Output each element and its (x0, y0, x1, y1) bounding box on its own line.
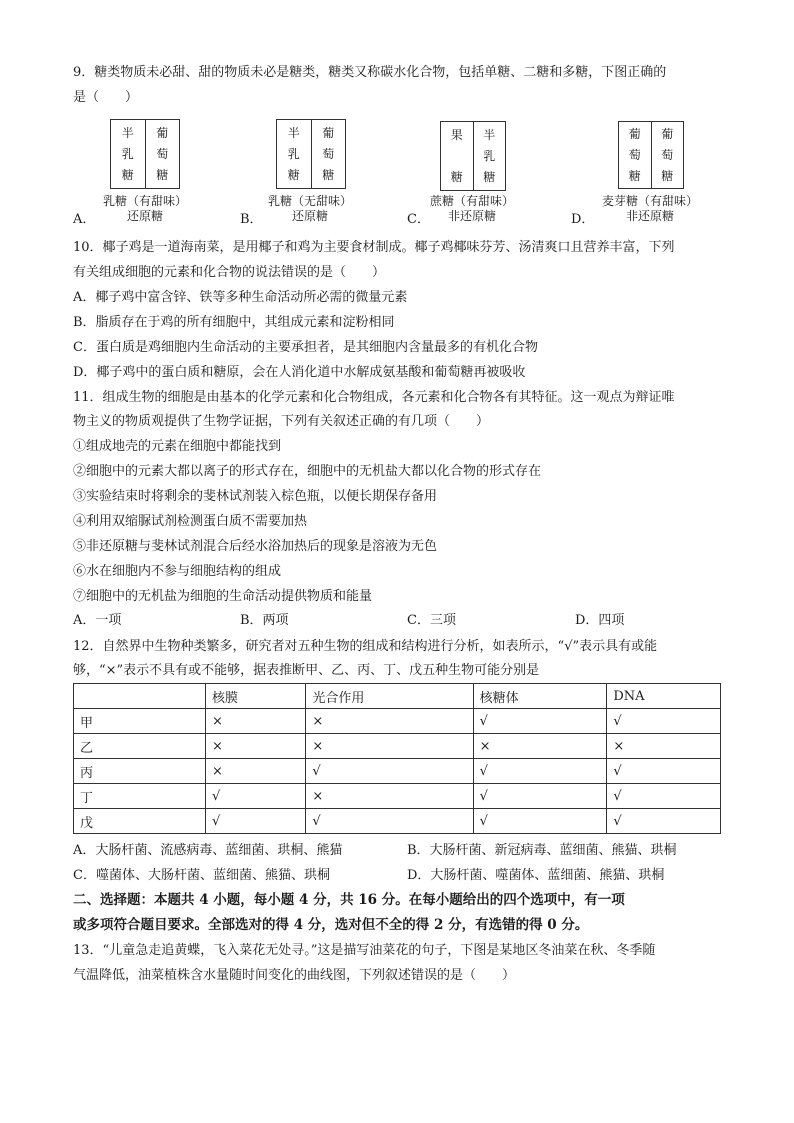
sugar-diagram-c (440, 121, 506, 191)
q11-item-4: ④利用双缩脲试剂检测蛋白质不需要加热 (73, 514, 308, 529)
diagram-char (455, 149, 459, 163)
q10-stem-line1: 10．椰子鸡是一道海南菜，是用椰子和鸡为主要食材制成。椰子鸡椰味芬芳、汤清爽口且营养丰富，下列 (73, 240, 675, 255)
section2-heading-line2: 或多项符合题目要求。全部选对的得 4 分，选对但不全的得 2 分，有选错的得 0 分。 (73, 917, 589, 933)
q10-option-c[interactable]: C．蛋白质是鸡细胞内生命活动的主要承担者，是其细胞内含量最多的有机化合物 (73, 340, 538, 355)
table-cell: × (306, 784, 473, 809)
q11-item-2: ②细胞中的元素大都以离子的形式存在，细胞中的无机盐大都以化合物的形式存在 (73, 464, 542, 479)
table-cell: × (206, 709, 306, 734)
diagram-char: 萄 (661, 147, 674, 162)
table-cell: 戊 (74, 809, 206, 834)
diagram-char: 糖 (121, 168, 134, 183)
q11-item-1: ①组成地壳的元素在细胞中都能找到 (73, 439, 282, 454)
table-cell: √ (473, 809, 607, 834)
table-cell: × (473, 734, 607, 759)
q11-option-c[interactable]: C．三项 (407, 613, 456, 628)
section2-heading-line1: 二、选择题：本题共 4 小题，每小题 4 分，共 16 分。在每小题给出的四个选项中，有一项 (73, 892, 625, 908)
diagram-char: 半 (121, 125, 134, 140)
diagram-char: 半 (287, 125, 300, 140)
table-cell: √ (306, 809, 473, 834)
diagram-char: 糖 (156, 168, 169, 183)
caption-sugar-name: 麦芽糖（有甜味） (601, 194, 698, 208)
q10-option-b[interactable]: B．脂质存在于鸡的所有细胞中，其组成元素和淀粉相同 (73, 315, 395, 330)
sugar-diagram-a (110, 119, 180, 189)
table-cell: √ (607, 784, 721, 809)
q10-option-d[interactable]: D．椰子鸡中的蛋白质和糖原，会在人消化道中水解成氨基酸和葡萄糖再被吸收 (73, 365, 526, 380)
table-cell: 丙 (74, 759, 206, 784)
diagram-char: 糖 (322, 168, 335, 183)
sugar-diagram-d (618, 121, 684, 189)
diagram-char: 乳 (287, 146, 300, 161)
table-cell: × (206, 759, 306, 784)
table-header-row (74, 684, 721, 709)
q12-stem-line1: 12．自然界中生物种类繁多，研究者对五种生物的组成和结构进行分析，如表所示，“√”表示具有或能 (73, 639, 658, 654)
caption-sugar-type: 非还原糖 (447, 209, 496, 223)
caption-sugar-type: 还原糖 (126, 209, 163, 223)
diagram-char: 糖 (483, 170, 496, 185)
organism-feature-table (73, 683, 721, 834)
q11-stem-line2: 物主义的物质观提供了生物学证据，下列有关叙述正确的有几项（ ） (73, 414, 490, 429)
q11-option-b[interactable]: B．两项 (240, 613, 289, 628)
table-row (74, 784, 721, 809)
table-cell: √ (607, 759, 721, 784)
diagram-char: 糖 (628, 168, 641, 183)
q11-item-6: ⑥水在细胞内不参与细胞结构的组成 (73, 564, 282, 579)
table-cell: √ (473, 709, 607, 734)
table-cell: √ (473, 759, 607, 784)
table-cell: √ (206, 784, 306, 809)
diagram-char: 葡 (156, 125, 169, 140)
table-cell: √ (306, 759, 473, 784)
table-header-cell: DNA (607, 684, 721, 709)
table-cell: × (206, 734, 306, 759)
table-cell: √ (607, 709, 721, 734)
q12-stem-line2: 够，“×”表示不具有或不能够，据表推断甲、乙、丙、丁、戊五种生物可能分别是 (73, 663, 540, 678)
diagram-char: 葡 (628, 127, 641, 142)
table-cell: √ (473, 784, 607, 809)
table-header-cell: 核膜 (206, 684, 306, 709)
table-header-cell: 光合作用 (306, 684, 473, 709)
diagram-char: 糖 (450, 170, 463, 185)
diagram-char: 萄 (156, 146, 169, 161)
table-cell: 乙 (74, 734, 206, 759)
table-cell: × (306, 709, 473, 734)
table-row (74, 759, 721, 784)
q11-item-7: ⑦细胞中的无机盐为细胞的生命活动提供物质和能量 (73, 589, 373, 604)
q11-option-d[interactable]: D．四项 (575, 613, 625, 628)
diagram-char: 糖 (661, 168, 674, 183)
diagram-char: 萄 (322, 146, 335, 161)
q12-option-b[interactable]: B．大肠杆菌、新冠病毒、蓝细菌、熊猫、珙桐 (407, 843, 677, 858)
table-cell: 丁 (74, 784, 206, 809)
option-letter: A． (73, 212, 96, 227)
diagram-char: 葡 (322, 125, 335, 140)
q12-option-a[interactable]: A．大肠杆菌、流感病毒、蓝细菌、珙桐、熊猫 (73, 843, 343, 858)
table-row (74, 709, 721, 734)
table-cell: 甲 (74, 709, 206, 734)
table-row (74, 809, 721, 834)
diagram-char: 乳 (121, 146, 134, 161)
q13-stem-line1: 13．“儿童急走追黄蝶，飞入菜花无处寻。”这是描写油菜花的句子，下图是某地区冬油菜在秋、冬季随 (73, 943, 656, 958)
diagram-char: 葡 (661, 127, 674, 142)
q11-stem-line1: 11．组成生物的细胞是由基本的化学元素和化合物组成，各元素和化合物各有其特征。这一观点为辩证唯 (73, 390, 675, 405)
caption-sugar-name: 乳糖（无甜味） (267, 194, 352, 208)
option-letter: B． (240, 212, 263, 227)
caption-sugar-name: 乳糖（有甜味） (102, 194, 187, 208)
q9-stem-line2: 是（ ） (73, 90, 139, 105)
table-header-cell: 核糖体 (473, 684, 607, 709)
table-header-cell (74, 684, 206, 709)
diagram-char: 半 (483, 127, 496, 142)
q9-stem-line1: 9．糖类物质未必甜、甜的物质未必是糖类，糖类又称碳水化合物，包括单糖、二糖和多糖，下图正确的 (73, 65, 667, 80)
table-row (74, 734, 721, 759)
q10-option-a[interactable]: A．椰子鸡中富含锌、铁等多种生命活动所必需的微量元素 (73, 290, 408, 305)
q12-option-c[interactable]: C．噬菌体、大肠杆菌、蓝细菌、熊猫、珙桐 (73, 868, 330, 883)
table-cell: × (306, 734, 473, 759)
diagram-char: 萄 (628, 147, 641, 162)
q13-stem-line2: 气温降低，油菜植株含水量随时间变化的曲线图，下列叙述错误的是（ ） (73, 968, 516, 983)
q11-option-a[interactable]: A．一项 (73, 613, 122, 628)
q12-option-d[interactable]: D．大肠杆菌、噬菌体、蓝细菌、熊猫、珙桐 (407, 868, 665, 883)
diagram-char: 糖 (287, 168, 300, 183)
q11-item-5: ⑤非还原糖与斐林试剂混合后经水浴加热后的现象是溶液为无色 (73, 539, 438, 554)
q10-stem-line2: 有关组成细胞的元素和化合物的说法错误的是（ ） (73, 265, 386, 280)
table-cell: √ (206, 809, 306, 834)
caption-sugar-name: 蔗糖（有甜味） (429, 194, 514, 208)
option-letter: D． (571, 212, 595, 227)
sugar-diagram-b (276, 119, 346, 189)
table-cell: √ (607, 809, 721, 834)
option-letter: C． (407, 212, 430, 227)
q11-item-3: ③实验结束时将剩余的斐林试剂装入棕色瓶，以便长期保存备用 (73, 489, 438, 504)
caption-sugar-type: 还原糖 (291, 209, 328, 223)
diagram-char: 乳 (483, 148, 496, 163)
table-cell: × (607, 734, 721, 759)
caption-sugar-type: 非还原糖 (625, 209, 674, 223)
diagram-char: 果 (450, 127, 463, 142)
